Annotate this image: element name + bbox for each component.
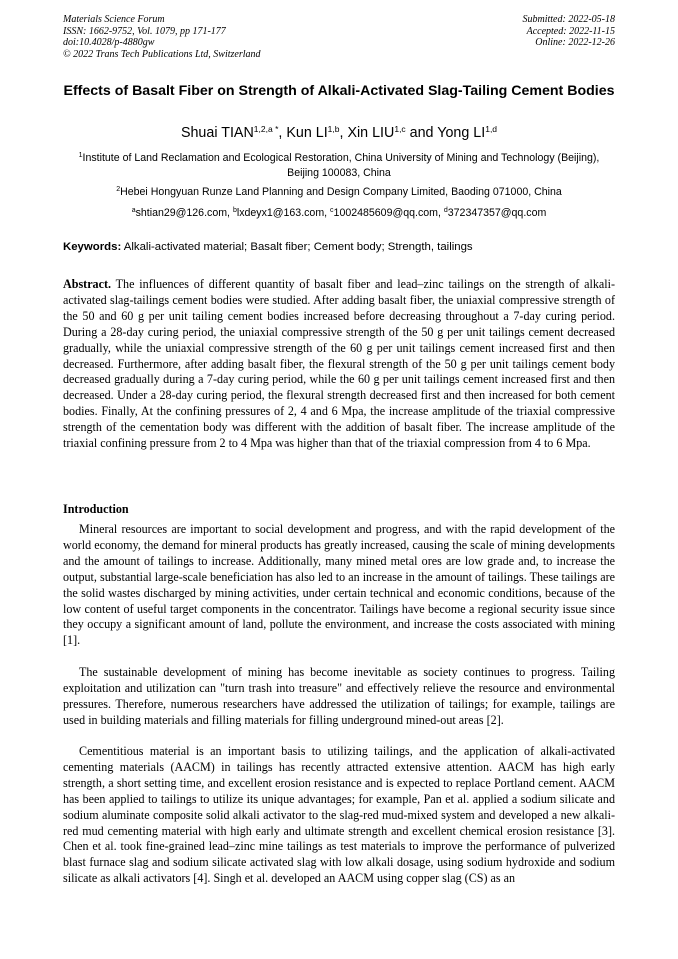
submitted-date: Submitted: 2022-05-18: [522, 14, 615, 25]
accepted-date: Accepted: 2022-11-15: [526, 25, 615, 37]
affiliation-marker: 2: [116, 186, 121, 193]
email-list: [63, 206, 615, 221]
online-date: Online: 2022-12-26: [535, 37, 615, 48]
author-separator: ,: [278, 125, 287, 141]
email-marker: d: [443, 207, 448, 214]
email-marker: b: [232, 207, 237, 214]
abstract-text: The influences of different quantity of basalt fiber and lead–zinc tailings on the strength of alkali-activated slag-tailings cement bodies were studied. After adding basalt fiber, the uniaxial compressive strength of the 50 and 60 g per unit tailing cement bodies increased before decreasing throughout a 7-day curing period. During a 28-day curing period, the uniaxial compressive strength of the 50 g per unit tailings cement decreased gradually, while the uniaxial compressive strength of the 60 g per unit tailings cement increased first and then decreased. Furthermore, after adding basalt fiber, the flexural strength of the 50 g per unit tailings cement body decreased gradually during a 7-day curing period, while the 60 g per unit tailings cement increased first and then decreased. Under a 28-day curing period, the flexural strength decreased first and then increased for both cement bodies. Finally, At the confining pressures of 2, 4 and 6 Mpa, the increase amplitude of the triaxial compressive strength of the cementation body was different with the addition of basalt fiber. The increase amplitude of the triaxial confining pressure from 2 to 4 Mpa was higher than that of the triaxial compression from 4 to 6 Mpa.: [63, 277, 615, 451]
affiliation-2: [63, 185, 615, 200]
author-separator: and: [405, 125, 438, 141]
intro-paragraph-1: Mineral resources are important to social development and progress, and with the rapid development of the world economy, the demand for mineral products has greatly increased, causing the scale of mining developments and the amount of tailings to increase. Additionally, many mined metal ores are low grade and, to increase the output, substantial large-scale beneficiation has also led to an increase in the amount of tailings. These tailings are the solid wastes discharged by mining activities, under certain technical and economic conditions, because of the low content of useful target components in the concentrator. Tailings have become a regional security issue since they occupy a significant amount of land, pollute the environment, and increase the costs associated with mining [1].: [63, 522, 615, 648]
journal-info: [63, 14, 261, 60]
author-name: Yong LI: [437, 125, 486, 141]
affiliation-1: [63, 151, 615, 181]
author-superscript: 1,b: [327, 124, 340, 134]
email-address: lxdeyx1@163.com: [236, 207, 325, 219]
author-separator: ,: [339, 125, 348, 141]
email-marker: a: [131, 207, 136, 214]
author-name: Shuai TIAN: [180, 125, 254, 141]
intro-paragraph-3: Cementitious material is an important basis to utilizing tailings, and the application of alkali-activated cementing materials (AACM) in tailings has recently attracted extensive attention. AACM has high early strength, a short setting time, and excellent erosion resistance and is expected to replace Portland cement. AACM has been applied to tailings to utilize its unique advantages; for example, Pan et al. applied a sodium silicate and sodium aluminate composite solid alkali activator to the slag-red mud-mixed system and developed a new alkali-red mud cementing material with high early and ultimate strength and excellent chemical erosion resistance [3]. Chen et al. took fine-grained lead–zinc mine tailings as test materials to improve the performance of pulverized blast furnace slag and sodium silicate activated slag with low alkali dosage, using sodium hydroxide and sodium silicate as alkali activators [4]. Singh et al. developed an AACM using copper slag (CS) as an: [63, 744, 615, 886]
author-superscript: 1,d: [485, 124, 498, 134]
issn-info: ISSN: 1662-9752, Vol. 1079, pp 171-177: [63, 25, 226, 37]
email-separator: ,: [324, 207, 331, 219]
doi-info: doi:10.4028/p-4880gw: [63, 37, 155, 48]
author-name: Kun LI: [286, 125, 328, 141]
keywords: [63, 240, 615, 255]
author-list: [63, 123, 615, 143]
keywords-text: Alkali-activated material; Basalt fiber; Cement body; Strength, tailings: [121, 241, 473, 253]
copyright-info: © 2022 Trans Tech Publications Ltd, Switzerland: [63, 48, 261, 60]
abstract-label: Abstract.: [63, 277, 112, 291]
author-superscript: 1,c: [394, 124, 406, 134]
email-separator: ,: [437, 207, 444, 219]
journal-name: Materials Science Forum: [63, 14, 165, 25]
email-separator: ,: [227, 207, 233, 219]
affiliation-text: Hebei Hongyuan Runze Land Planning and Design Company Limited, Baoding 071000, China: [120, 186, 562, 198]
email-marker: c: [330, 207, 334, 214]
affiliation-marker: 1: [78, 152, 83, 159]
author-name: Xin LIU: [347, 125, 395, 141]
affiliation-text: Institute of Land Reclamation and Ecological Restoration, China University of Mining and Technology (Beijing), Beijing 100083, China: [82, 152, 600, 179]
intro-paragraph-2: The sustainable development of mining has become inevitable as society continues to progress. Tailing exploitation and utilization can "turn trash into treasure" and effectively relieve the resource and environmental pressures. Therefore, numerous researchers have addressed the utilization of tailings; for example, tailings are used in building materials and filling materials for filling underground mined-out areas [2].: [63, 665, 615, 727]
author-superscript: 1,2,a *: [253, 124, 279, 134]
email-address: 372347357@qq.com: [447, 207, 547, 219]
keywords-label: Keywords:: [63, 241, 122, 253]
email-address: shtian29@126.com: [135, 207, 228, 219]
abstract: [63, 277, 615, 452]
email-address: 1002485609@qq.com: [333, 207, 438, 219]
section-heading-introduction: Introduction: [63, 502, 129, 516]
paper-title: Effects of Basalt Fiber on Strength of Alkali-Activated Slag-Tailing Cement Bodies: [63, 83, 615, 99]
submission-dates: [523, 14, 616, 49]
